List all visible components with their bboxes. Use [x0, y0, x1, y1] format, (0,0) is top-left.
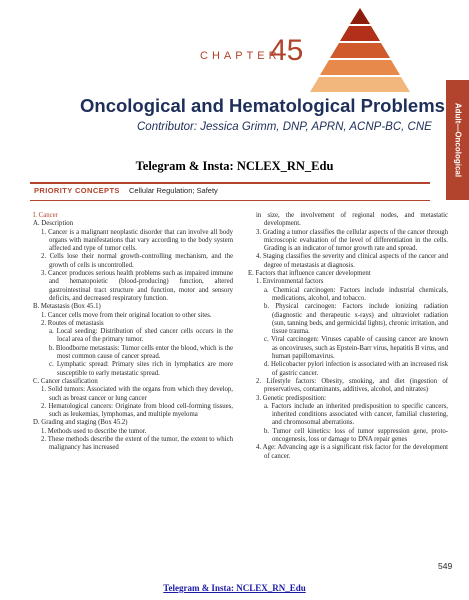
telegram-header: Telegram & Insta: NCLEX_RN_Edu [135, 159, 334, 173]
list-item: b. Physical carcinogen: Factors include ionizing radiation (diagnostic and therapeutic x-rays) and ultraviolet radiation (sun, tanning beds, and germicidal lights), chronic irritation, and tissue trauma. [264, 303, 448, 336]
priority-concepts-value: Cellular Regulation; Safety [129, 186, 218, 195]
list-item: 4. Age: Advancing age is a significant risk factor for the development of cancer. [256, 444, 448, 460]
list-item: c. Lymphatic spread: Primary sites rich in lymphatics are more susceptible to early metastatic spread. [49, 361, 233, 377]
list-item-continued: in size, the involvement of regional nodes, and metastatic development. [256, 212, 448, 228]
list-item: 2. Cells lose their normal growth-controlling mechanism, and the growth of cells is uncontrolled. [41, 253, 233, 269]
list-item: 3. Cancer produces serious health problems such as impaired immune and hematopoietic (blood-producing) function, altered gastrointestinal tract structure and function, motor and sensory deficits, and decreased respiratory function. [41, 270, 233, 302]
heading-cancer: I. Cancer [33, 212, 58, 219]
section-heading: A. Description [33, 220, 74, 228]
list-item: a. Factors include an inherited predisposition to specific cancers, inherited conditions associated with cancer, familial clustering, and chromosomal aberrations. [264, 402, 448, 427]
list-item: 1. Environmental factors [256, 278, 324, 286]
chapter-label: CHAPTER [200, 50, 281, 62]
page-number: 549 [438, 561, 453, 571]
contributor-line: Contributor: Jessica Grimm, DNP, APRN, ACNP-BC, CNE [137, 121, 432, 133]
priority-concepts-bar [30, 182, 430, 201]
chapter-title: Oncological and Hematological Problems [80, 95, 445, 116]
side-section-tab [446, 80, 469, 200]
list-item: 2. Routes of metastasis [41, 319, 104, 327]
section-heading-link[interactable]: B. Metastasis (Box 45.1) [33, 303, 101, 311]
side-tab-label: Adult—Oncological [453, 102, 462, 178]
section-heading-link[interactable]: D. Grading and staging (Box 45.2) [33, 419, 128, 427]
list-item: 1. Cancer is a malignant neoplastic disorder that can involve all body organs with manifestations that vary according to the body system affected and type of tumor cells. [41, 228, 233, 253]
pyramid-logo-icon [300, 4, 420, 94]
right-column [248, 212, 448, 461]
list-item: 2. These methods describe the extent of the tumor, the extent to which malignancy has increased [41, 436, 233, 452]
priority-concepts-label: PRIORITY CONCEPTS [34, 186, 120, 195]
list-item: c. Viral carcinogen: Viruses capable of causing cancer are known as oncoviruses, such as Epstein-Barr virus, hepatitis B virus, and human papillomavirus. [264, 336, 448, 361]
list-item: 3. Grading a tumor classifies the cellular aspects of the cancer through microscopic evaluation of the level of differentiation in the cells. Grading is an indicator of tumor growth rate and spread. [256, 228, 448, 253]
list-item: 4. Staging classifies the severity and clinical aspects of the cancer and degree of metastasis at diagnosis. [256, 253, 448, 269]
list-item: d. Helicobacter pylori infection is associated with an increased risk of gastric cancer. [264, 361, 448, 377]
list-item: 3. Genetic predisposition: [256, 394, 327, 402]
list-item: a. Chemical carcinogen: Factors include industrial chemicals, medications, alcohol, and tobacco. [264, 286, 448, 302]
list-item: 2. Hematological cancers: Originate from blood cell-forming tissues, such as leukemias, lymphomas, and multiple myeloma [41, 402, 233, 419]
list-item: 1. Cancer cells move from their original location to other sites. [41, 311, 212, 319]
list-item: a. Local seeding: Distribution of shed cancer cells occurs in the local area of the primary tumor. [49, 328, 233, 344]
chapter-number: 45 [270, 34, 304, 67]
section-heading: C. Cancer classification [33, 377, 98, 385]
telegram-footer-link[interactable]: Telegram & Insta: NCLEX_RN_Edu [163, 583, 306, 593]
section-heading: E. Factors that influence cancer development [248, 270, 371, 278]
list-item: 1. Methods used to describe the tumor. [41, 427, 147, 435]
list-item: b. Tumor cell kinetics: loss of tumor suppression gene, proto-oncogenesis, loss or damage to DNA repair genes [264, 427, 448, 444]
list-item: b. Bloodborne metastasis: Tumor cells enter the blood, which is the most common cause of cancer spread. [49, 344, 233, 361]
list-item: 1. Solid tumors: Associated with the organs from which they develop, such as breast cancer or lung cancer [41, 386, 233, 402]
left-column [33, 212, 233, 453]
list-item: 2. Lifestyle factors: Obesity, smoking, and diet (ingestion of preservatives, contaminants, additives, alcohol, and nitrates) [256, 377, 448, 394]
